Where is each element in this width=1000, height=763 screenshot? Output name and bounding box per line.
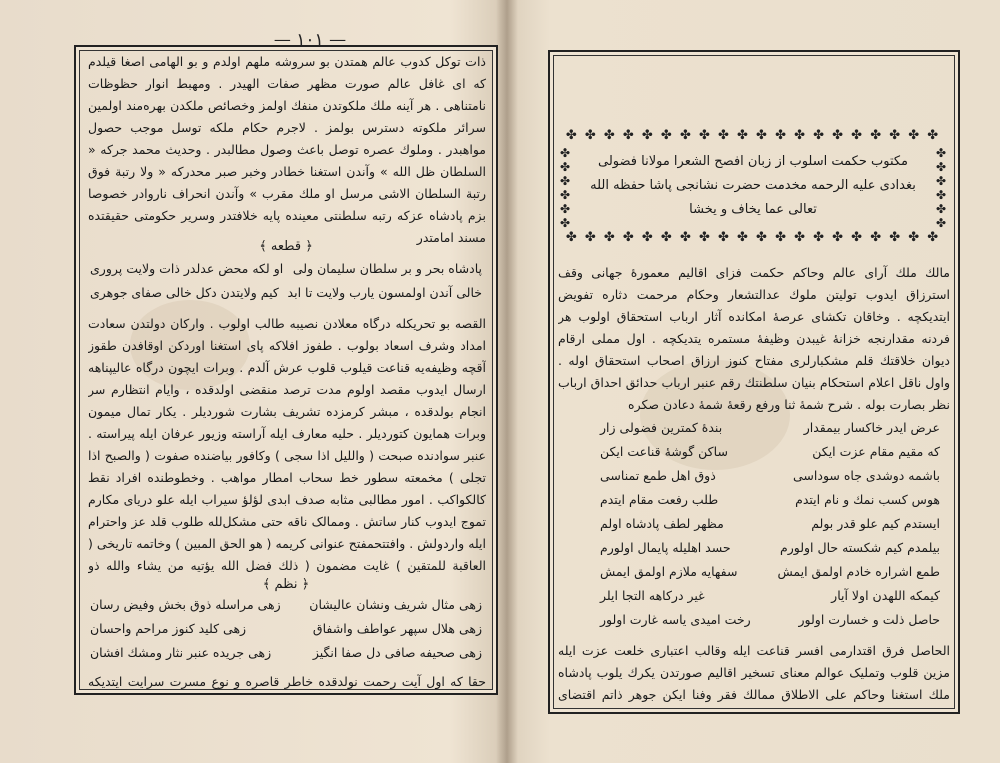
ornament-border-right: ✤ ✤ ✤ ✤ ✤ ✤ bbox=[935, 146, 947, 230]
verse-hemistich: سفهایه ملازم اولمق ایمش bbox=[600, 564, 738, 579]
verse-hemistich: زهی مراسله ذوق بخش وفیض رسان bbox=[90, 597, 281, 612]
verse-hemistich: طلب رفعت مقام ایتدم bbox=[600, 492, 719, 507]
ornament-border-bottom: ✤ ✤ ✤ ✤ ✤ ✤ ✤ ✤ ✤ ✤ ✤ ✤ ✤ ✤ ✤ ✤ ✤ ✤ ✤ ✤ bbox=[565, 230, 941, 245]
right-paragraph-intro: مالك ملك آرای عالم وحاکم حکمت فزای اقالیم معمورهٔ جهانی وقف استرزاق ایدوب تولیتن ملوك عدالتشعار وحکام مرحمت دثاره تفویض ایتدیکچه . وخاقان تکشای عرصهٔ امکانده آثار ارباب استحقاق اولوب هر فردنه مقدارنجه خزانهٔ غیبدن وظیفهٔ مستمره یتدیکچه . اول مملی ارقام دیوان خلاقتك قلم مشکبارلری مفتاح کنوز ارزاق اصحاب استحقاق اوله . واول ناقل اعلام استحکام بنیان سلطنتك رقم عنبر ارباب حدائق احداق ارباب نظر بصارت بوله . شرح شمهٔ ثنا ورفع رقعهٔ شمهٔ دعادن صکره bbox=[558, 265, 950, 412]
verse-hemistich: زهی هلال سپهر عواطف واشفاق bbox=[312, 621, 482, 636]
verse-hemistich: که مقیم مقام عزت ایکن bbox=[812, 444, 940, 459]
right-paragraph-closing: الحاصل فرق اقتدارمی افسر قناعت ایله وقالب اعتباری خلعت عزت ایله مزین قلوب وتملیک عوالم معنای تسخیر اقالیم صورتدن یکرك یلوب پادشاه ملك استغنا وحاکم علی الاطلاق ممالك فقر وفنا ایکن جوهر ذاتم اقتضای bbox=[558, 643, 950, 702]
page-number: — ۱۰۱ — bbox=[273, 30, 347, 50]
book-gutter bbox=[496, 0, 518, 763]
verse-hemistich: مظهر لطف پادشاه اولم bbox=[600, 516, 724, 531]
verse-hemistich: زهی کلید کنوز مراحم واحسان bbox=[90, 621, 247, 636]
left-page-frame bbox=[74, 45, 498, 695]
poem-verse bbox=[86, 285, 486, 309]
poem-verse bbox=[560, 492, 950, 516]
verse-hemistich: او لکه محض عدلدر ذات ولایت پروری bbox=[90, 261, 284, 276]
verse-hemistich: حاصل ذلت و خسارت اولور bbox=[798, 612, 940, 627]
verse-hemistich: بندهٔ کمترین فضولی زار bbox=[600, 420, 723, 435]
poem-verse bbox=[560, 564, 950, 588]
poem-verse bbox=[86, 621, 486, 645]
verse-hemistich: طمع اشراره خادم اولمق ایمش bbox=[777, 564, 940, 579]
nazm-heading: ﴿ نظم ﴾ bbox=[262, 577, 310, 592]
ornament-border-left: ✤ ✤ ✤ ✤ ✤ ✤ bbox=[559, 146, 571, 230]
verse-hemistich: ساکن گوشهٔ قناعت ایکن bbox=[600, 444, 728, 459]
ornament-border-top: ✤ ✤ ✤ ✤ ✤ ✤ ✤ ✤ ✤ ✤ ✤ ✤ ✤ ✤ ✤ ✤ ✤ ✤ ✤ ✤ bbox=[565, 128, 941, 143]
verse-hemistich: ایستدم کیم علو قدر بولم bbox=[811, 516, 940, 531]
qita-poem bbox=[86, 261, 486, 311]
poem-verse bbox=[86, 261, 486, 285]
letter-title: مکتوب حکمت اسلوب از زبان افصح الشعرا مولانا فضولی بغدادی علیه الرحمه مخدمت حضرت نشانجی پاشا حفظه الله تعالی عما یخاف و یخشا bbox=[590, 154, 916, 217]
poem-verse bbox=[86, 645, 486, 669]
poem-verse bbox=[86, 597, 486, 621]
verse-hemistich: خالی آندن اولمسون یارب ولایت تا ابد bbox=[287, 285, 482, 300]
verse-hemistich: زهی جریده عنبر نثار ومشك افشان bbox=[90, 645, 272, 660]
verse-hemistich: کیم ولایتدن دکل خالی صفای جوهری bbox=[90, 285, 279, 300]
verse-hemistich: زهی مثال شریف ونشان عالیشان bbox=[309, 597, 482, 612]
verse-hemistich: بیلمدم کیم شکسته حال اولورم bbox=[779, 540, 940, 555]
verse-hemistich: عرض ایدر خاکسار بیمقدار bbox=[803, 420, 940, 435]
verse-hemistich: باشمه دوشدی جاه سوداسی bbox=[793, 468, 940, 483]
poem-verse bbox=[560, 468, 950, 492]
verse-hemistich: هوس کسب نمك و نام ایتدم bbox=[795, 492, 940, 507]
poem-verse bbox=[560, 540, 950, 564]
verse-hemistich: پادشاه بحر و بر سلطان سلیمان ولی bbox=[292, 261, 482, 276]
verse-hemistich: ذوق اهل طمع تمناسی bbox=[600, 468, 716, 483]
poem-verse bbox=[560, 612, 950, 636]
poem-verse bbox=[560, 516, 950, 540]
masnavi-poem bbox=[560, 420, 950, 640]
poem-verse bbox=[560, 588, 950, 612]
qita-heading: ﴿ قطعه ﴾ bbox=[259, 239, 313, 254]
left-paragraph-intro: ذات توکل کدوب عالم همتدن بو سروشه ملهم اولدم و بو الهامی اصغا قیلدم که ای غافل عالم صورت مظهر صفات الهیدر . ومهبط انوار حظوظات نامتناهی . هر آینه ملك ملکوتدن منفك اولمز وخصائص ملکدن بهره‌مند اولمین سرائر ملکوته دسترس بولمز . لاجرم حکام ملکه توسل موجب حصول مواهبدر . وملوك عصره توصل باعث وصول مطالبدر . وحدیث محمد جرکه « السلطان ظل الله » وآندن استغنا خطادر وخبر صبر محدرکه « ولا رتبة فوق رتبة السلطان الاشی مرسل او ملك مقرب » وآندن انحراف ناروادر خصوصا بزم پادشاه عزکه رتبه سلطنتی معینده پایه خلافتدر وسریر حکومتی حقیقتده مسند امامتدر bbox=[88, 54, 486, 245]
verse-hemistich: غیر درکاهه التجا ایلر bbox=[600, 588, 705, 603]
poem-verse bbox=[560, 420, 950, 444]
nazm-poem bbox=[86, 597, 486, 671]
letter-title-ornament-box bbox=[558, 128, 948, 246]
verse-hemistich: زهی صحیفه صافی دل صفا انگیز bbox=[312, 645, 482, 660]
left-paragraph-closing: حقا که اول آیت رحمت نولدقده خاطر قاصره و نوع مسرت سرایت ایتدیکه bbox=[88, 674, 486, 689]
verse-hemistich: کیمکه اللهدن اولا آیار bbox=[831, 588, 940, 603]
left-paragraph-body: القصه بو تحریکله درگاه معلادن نصیبه طالب اولوب . وارکان دولتدن سعادت امداد وشرف اسعاد بولوب . طفوز افلاکه پای استغنا اوردکن اوقافدن طقوز آقچه وظیفه‌یه قناعت قیلوب قلوب عرش آلدم . وبرات ایچون درگاه عالیپناهه ارسال ایدوب مقصد اولوم مدت ترصد منقضی اولدقده ، وایام انتظارم سر انجام بولدقده ، مبشر کرمزده تشریف بشارت شوردیلر . یکار تمال میمون وبرات همایون کتوردیلر . حلیه معارف ایله آراسته وزیور عرفان ایله پیراسته . عنبر سوادنده صبحت ( واللیل اذا سجی ) وکافور بیاضنده صفوت ( والصبح اذا تجلی ) مخمعته سطور خط سحاب امطار مواهب . وخطوطنده افراد نقط کالکواکب . امور مطالبی مثابه صدف ابدی لؤلؤ سیراب ایله علو دریای مکارم تموج ایدوب کنار ساتش . وممالک ناقه حتی مشکل‌لله طلوب قلد عز واحترام ایله واردولش . وافتتحمفتح عنوانی کریمه ( هو الحق المبین ) وخاتمه تاریخی ( العاقبة للمتقین ) غایت مضمون ( ذلك فضل الله یؤتیه من یشاء والله ذو bbox=[88, 316, 486, 573]
verse-hemistich: رخت امیدی یاسه غارت اولور bbox=[600, 612, 751, 627]
poem-verse bbox=[560, 444, 950, 468]
verse-hemistich: حسد اهلیله پایمال اولورم bbox=[600, 540, 731, 555]
